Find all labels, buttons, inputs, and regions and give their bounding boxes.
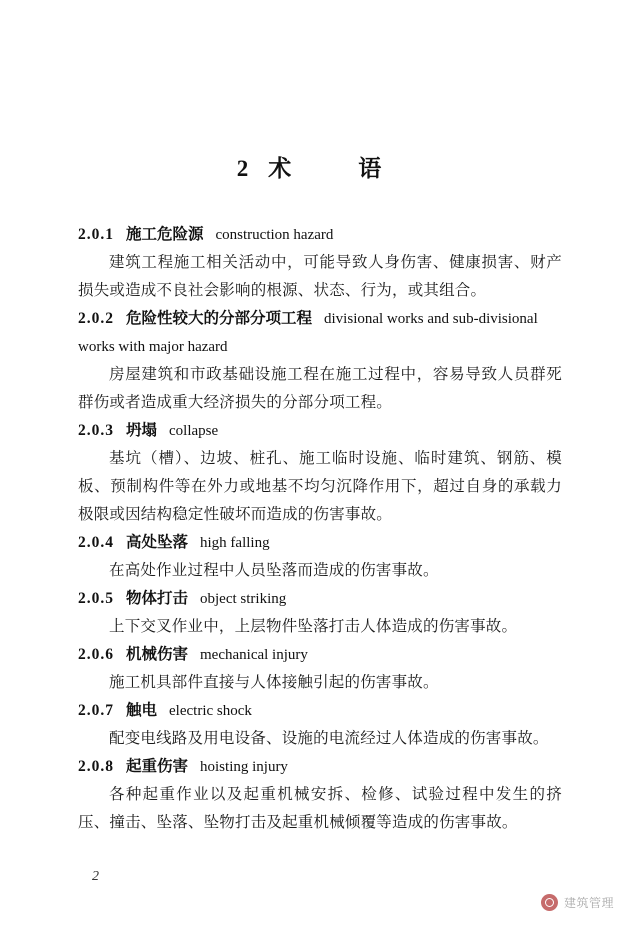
page-number: 2 <box>92 869 99 884</box>
term-definition: 房屋建筑和市政基础设施工程在施工过程中，容易导致人员群死群伤或者造成重大经济损失的分部分项工程。 <box>78 366 562 411</box>
term-entry <box>78 221 562 305</box>
term-heading <box>78 697 562 725</box>
term-number: 2.0.3 <box>78 422 114 439</box>
term-entry <box>78 417 562 529</box>
term-name-en: collapse <box>169 423 219 439</box>
term-entry <box>78 697 562 753</box>
term-heading <box>78 221 562 249</box>
term-heading <box>78 305 562 361</box>
term-definition: 施工机具部件直接与人体接触引起的伤害事故。 <box>109 674 439 691</box>
term-name-cn: 高处坠落 <box>126 534 189 551</box>
term-number: 2.0.4 <box>78 534 114 551</box>
term-definition: 配变电线路及用电设备、设施的电流经过人体造成的伤害事故。 <box>109 730 549 747</box>
watermark <box>541 894 614 911</box>
term-number: 2.0.5 <box>78 590 114 607</box>
term-number: 2.0.2 <box>78 310 114 327</box>
terms-list <box>78 221 562 837</box>
term-heading <box>78 585 562 613</box>
term-entry <box>78 585 562 641</box>
term-entry <box>78 641 562 697</box>
term-entry <box>78 529 562 585</box>
term-name-en: object striking <box>200 591 287 607</box>
term-name-cn: 危险性较大的分部分项工程 <box>126 310 313 327</box>
term-name-cn: 坍塌 <box>126 422 158 439</box>
term-definition: 上下交叉作业中，上层物件坠落打击人体造成的伤害事故。 <box>109 618 518 635</box>
term-number: 2.0.6 <box>78 646 114 663</box>
chapter-number: 2 <box>236 156 251 181</box>
term-name-en: construction hazard <box>215 227 334 243</box>
term-heading <box>78 753 562 781</box>
term-name-cn: 机械伤害 <box>126 646 189 663</box>
term-name-cn: 施工危险源 <box>126 226 204 243</box>
term-entry <box>78 753 562 837</box>
term-heading <box>78 417 562 445</box>
term-name-en: divisional works and sub-divisional works with major hazard <box>78 311 538 355</box>
term-heading <box>78 641 562 669</box>
term-name-cn: 物体打击 <box>126 590 189 607</box>
term-definition: 建筑工程施工相关活动中，可能导致人身伤害、健康损害、财产损失或造成不良社会影响的根源、状态、行为，或其组合。 <box>78 254 562 299</box>
chapter-title-text: 术 语 <box>268 156 404 181</box>
term-number: 2.0.1 <box>78 226 114 243</box>
term-number: 2.0.7 <box>78 702 114 719</box>
term-definition: 基坑（槽）、边坡、桩孔、施工临时设施、临时建筑、钢筋、模板、预制构件等在外力或地基不均匀沉降作用下，超过自身的承载力极限或因结构稳定性破坏而造成的伤害事故。 <box>78 450 562 523</box>
watermark-label: 建筑管理 <box>563 896 614 910</box>
term-name-cn: 起重伤害 <box>126 758 189 775</box>
term-name-en: high falling <box>200 535 270 551</box>
term-number: 2.0.8 <box>78 758 114 775</box>
term-entry <box>78 305 562 417</box>
term-name-en: electric shock <box>169 703 252 719</box>
circle-logo-icon <box>541 894 558 911</box>
term-name-en: hoisting injury <box>200 759 288 775</box>
term-heading <box>78 529 562 557</box>
term-name-en: mechanical injury <box>200 647 308 663</box>
term-definition: 在高处作业过程中人员坠落而造成的伤害事故。 <box>109 562 439 579</box>
page-title <box>78 0 562 213</box>
term-name-cn: 触电 <box>126 702 158 719</box>
term-definition: 各种起重作业以及起重机械安拆、检修、试验过程中发生的挤压、撞击、坠落、坠物打击及起重机械倾覆等造成的伤害事故。 <box>78 786 562 831</box>
